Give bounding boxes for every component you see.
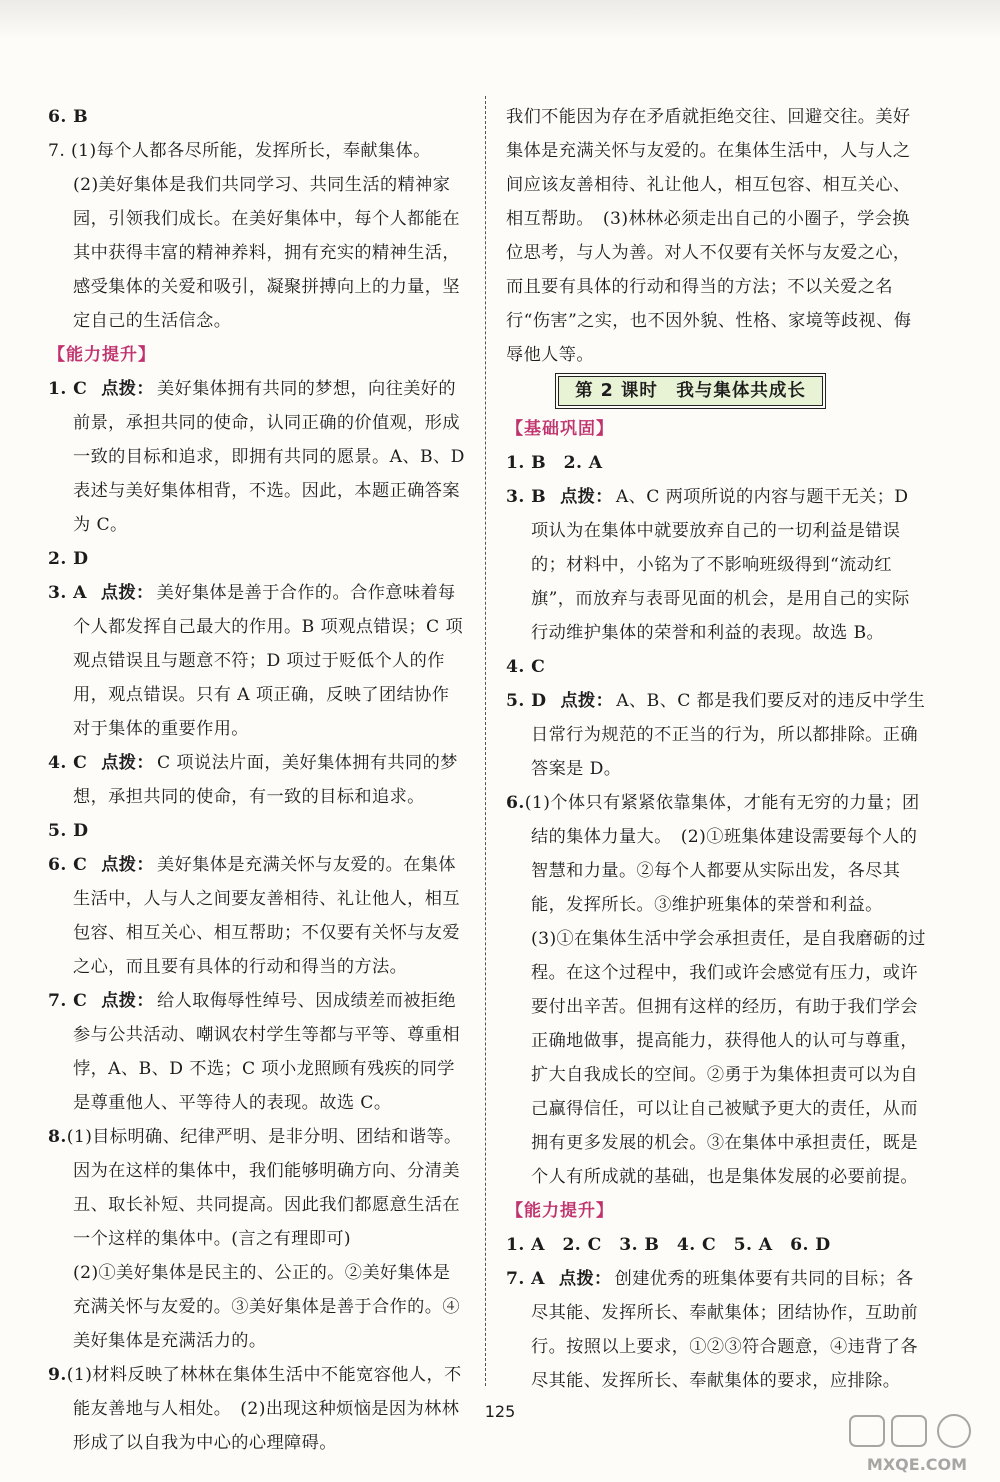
ability-answer-8-part2	[48, 1256, 465, 1358]
right-column	[506, 100, 926, 1398]
watermark-logo	[842, 1412, 992, 1478]
basic-answers-1-2-text: 1. B 2. A	[506, 453, 603, 473]
hint-label: 点拨：	[101, 379, 154, 399]
ability-answer-7-explanation: 给人取侮辱性绰号、因成绩差而被拒绝参与公共活动、嘲讽农村学生等都与平等、尊重相悖，A、B、D 不选；C 项小龙照顾有残疾的同学是尊重他人、平等待人的表现。故选 C。	[73, 991, 460, 1113]
ability-answer-6-explanation: 美好集体是充满关怀与友爱的。在集体生活中，人与人之间要友善相待、礼让他人，相互包容、相互关心、相互帮助；不仅要有关怀与友爱之心，而且要有具体的行动和得当的方法。	[73, 855, 460, 977]
basic-answers-1-2	[506, 446, 926, 480]
section-heading-basic: 【基础巩固】	[506, 419, 614, 439]
section-heading-ability-2: 【能力提升】	[506, 1201, 614, 1221]
ability-answer-5-choice: 5. D	[48, 821, 89, 841]
answer-7-part2	[48, 168, 465, 338]
hint-label: 点拨：	[101, 855, 154, 875]
basic-answer-6-number: 6.	[506, 793, 525, 813]
ability2-answer-7	[506, 1262, 926, 1398]
hint-label: 点拨：	[558, 1269, 612, 1289]
hint-label: 点拨：	[101, 753, 154, 773]
answer-7	[48, 134, 465, 168]
lesson-title-box: 第 2 课时 我与集体共成长	[558, 376, 823, 406]
basic-answer-6-text: (1)个体只有紧紧依靠集体，才能有无穷的力量；团结的集体力量大。 (2)①班集体建设需要每个人的智慧和力量。②每个人都要从实际出发，各尽其能，发挥所长。③维护班集体的荣誉和利益。 (3)①在集体生活中学会承担责任，是自我磨砺的过程。在这个过程中，我们或许会感觉有压力，或许要付出辛苦。但拥有这样的经历，有助于我们学会正确地做事，提高能力，获得他人的认可与尊重，扩大自我成长的空间。②勇于为集体担责可以为自己赢得信任，可以让自己被赋予更大的责任，从而拥有更多发展的机会。③在集体中承担责任，既是个人有所成就的基础，也是集体发展的必要前提。	[524, 793, 926, 1187]
ability-answer-1-choice: 1. C	[48, 379, 88, 399]
page-top-shadow	[0, 0, 1000, 40]
basic-answer-4-choice: 4. C	[506, 657, 546, 677]
hint-label: 点拨：	[560, 487, 613, 507]
ability-answer-8-number: 8.	[48, 1127, 67, 1147]
ability-answer-8-part2-text: (2)①美好集体是民主的、公正的。②美好集体是充满关怀与友爱的。③美好集体是善于合作的。④美好集体是充满活力的。	[73, 1263, 460, 1351]
hint-label: 点拨：	[101, 991, 154, 1011]
basic-answer-3	[506, 480, 926, 650]
ability2-answers-1-6-text: 1. A 2. C 3. B 4. C 5. A 6. D	[506, 1235, 831, 1255]
ability-answer-4-choice: 4. C	[48, 753, 88, 773]
answer-6	[48, 100, 465, 134]
basic-answer-6	[506, 786, 926, 1194]
ability2-answer-7-explanation: 创建优秀的班集体要有共同的目标；各尽其能、发挥所长、奉献集体；团结协作，互助前行。按照以上要求，①②③符合题意，④违背了各尽其能、发挥所长、奉献集体的要求，应排除。	[531, 1269, 918, 1391]
ability2-answer-7-choice: 7. A	[506, 1269, 545, 1289]
ability-answer-5	[48, 814, 465, 848]
ability-answer-1-explanation: 美好集体拥有共同的梦想，向往美好的前景，承担共同的使命，认同正确的价值观，形成一致的目标和追求，即拥有共同的愿景。A、B、D表述与美好集体相背，不选。因此，本题正确答案为 C。	[73, 379, 465, 535]
section-heading-ability: 【能力提升】	[48, 345, 156, 365]
ability-answer-8	[48, 1120, 465, 1256]
ability-answer-3	[48, 576, 465, 746]
hint-label: 点拨：	[100, 583, 154, 603]
left-column	[48, 100, 465, 1460]
ability-answer-6	[48, 848, 465, 984]
ability2-answers-1-6	[506, 1228, 926, 1262]
basic-answer-5	[506, 684, 926, 786]
answer-9-continued	[506, 100, 926, 372]
hint-label: 点拨：	[560, 691, 614, 711]
ability-answer-3-explanation: 美好集体是善于合作的。合作意味着每个人都发挥自己最大的作用。B 项观点错误；C 项观点错误且与题意不符；D 项过于贬低个人的作用，观点错误。只有 A 项正确，反映了团结协作对于集体的重要作用。	[73, 583, 464, 739]
basic-answer-3-explanation: A、C 两项所说的内容与题干无关；D 项认为在集体中就要放弃自己的一切利益是错误的；材料中，小铭为了不影响班级得到“流动红旗”，而放弃与表哥见面的机会，是用自己的实际行动维护集体的荣誉和利益的表现。故选 B。	[531, 487, 910, 643]
ability-answer-2	[48, 542, 465, 576]
basic-answer-4	[506, 650, 926, 684]
ability-answer-6-choice: 6. C	[48, 855, 88, 875]
ability-answer-4-explanation: C 项说法片面，美好集体拥有共同的梦想，承担共同的使命，有一致的目标和追求。	[73, 753, 458, 807]
column-divider	[485, 96, 486, 1386]
ability-answer-9-text: (1)材料反映了林林在集体生活中不能宽容他人，不能友善地与人相处。 (2)出现这种烦恼是因为林林形成了以自我为中心的心理障碍。	[66, 1365, 462, 1453]
ability-answer-3-choice: 3. A	[48, 583, 87, 603]
ability-answer-2-choice: 2. D	[48, 549, 89, 569]
basic-answer-3-choice: 3. B	[506, 487, 547, 507]
ability-answer-8-part1: (1)目标明确、纪律严明、是非分明、团结和谐等。因为在这样的集体中，我们能够明确方向、分清美丑、取长补短、共同提高。因此我们都愿意生活在一个这样的集体中。(言之有理即可)	[66, 1127, 462, 1249]
basic-answer-5-explanation: A、B、C 都是我们要反对的违反中学生日常行为规范的不正当的行为，所以都排除。正确答案是 D。	[531, 691, 926, 779]
ability-answer-4	[48, 746, 465, 814]
answer-6-text: 6. B	[48, 107, 89, 127]
page-number: 125	[484, 1402, 516, 1421]
ability-answer-7	[48, 984, 465, 1120]
answer-7-text: 7. (1)每个人都各尽所能，发挥所长，奉献集体。	[48, 141, 431, 161]
watermark-text: MXQE.COM	[866, 1455, 968, 1474]
answer-9-continued-text: 我们不能因为存在矛盾就拒绝交往、回避交往。美好集体是充满关怀与友爱的。在集体生活中，人与人之间应该友善相待、礼让他人，相互包容、相互关心、相互帮助。 (3)林林必须走出自己的小圈子，学会换位思考，与人为善。对人不仅要有关怀与友爱之心，而且要有具体的行动和得当的方法；不以关爱之名行“伤害”之实，也不因外貌、性格、家境等歧视、侮辱他人等。	[506, 107, 912, 365]
ability-answer-7-choice: 7. C	[48, 991, 88, 1011]
ability-answer-9-number: 9.	[48, 1365, 67, 1385]
basic-answer-5-choice: 5. D	[506, 691, 547, 711]
ability-answer-1	[48, 372, 465, 542]
answer-7-part2-text: (2)美好集体是我们共同学习、共同生活的精神家园，引领我们成长。在美好集体中，每个人都能在其中获得丰富的精神养料，拥有充实的精神生活，感受集体的关爱和吸引，凝聚拼搏向上的力量，坚定自己的生活信念。	[73, 175, 460, 331]
